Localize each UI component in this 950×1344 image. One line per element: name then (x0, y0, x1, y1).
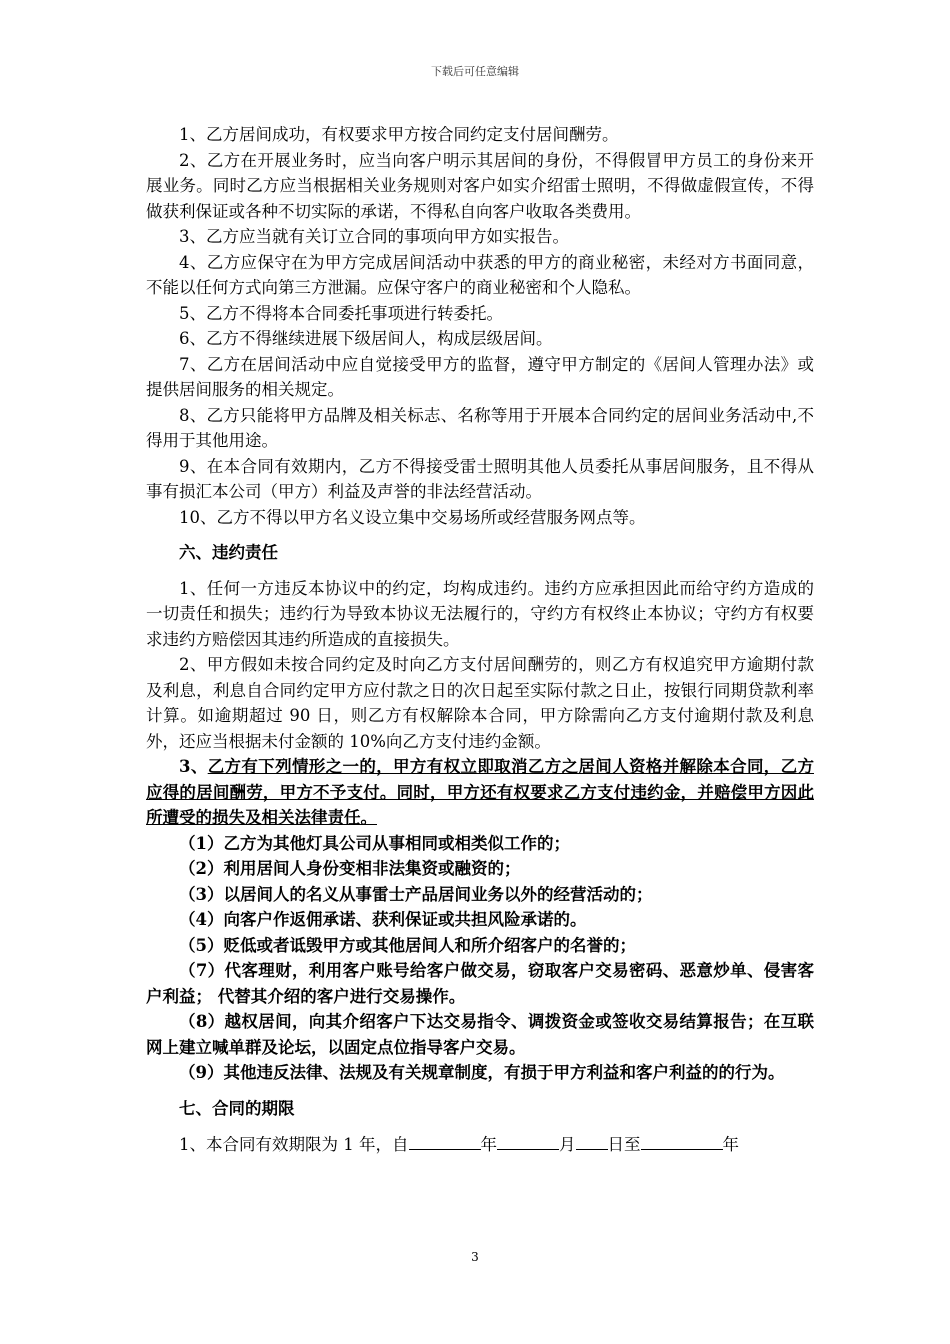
year-label: 年 (480, 1135, 497, 1154)
obligation-10: 10、乙方不得以甲方名义设立集中交易场所或经营服务网点等。 (179, 507, 646, 527)
section-7-title: 七、合同的期限 (179, 1098, 295, 1118)
start-year-blank[interactable] (409, 1131, 481, 1150)
obligation-3: 3、乙方应当就有关订立合同的事项向甲方如实报告。 (179, 227, 569, 246)
obligation-9: 9、在本合同有效期内，乙方不得接受雷士照明其他人员委托从事居间服务，且不得从事有损汇本公司（甲方）利益及声誉的非法经营活动。 (146, 456, 814, 501)
breach-clause-2: 2、甲方假如未按合同约定及时向乙方支付居间酬劳的，则乙方有权追究甲方逾期付款及利息，利息自合同约定甲方应付款之日的次日起至实际付款之日止，按银行同期贷款利率计算。如逾期超过 90 日，则乙方有权解除本合同，甲方除需向乙方支付逾期付款及利息外，还应当根据未付金额的 10%向乙方支付违约金额。 (146, 655, 814, 751)
breach-item-9: （9）其他违反法律、法规及有关规章制度，有损于甲方利益和客户利益的的行为。 (179, 1063, 785, 1082)
document-body (146, 122, 814, 1158)
start-day-blank[interactable] (576, 1131, 608, 1150)
obligation-2: 2、乙方在开展业务时，应当向客户明示其居间的身份，不得假冒甲方员工的身份来开展业务。同时乙方应当根据相关业务规则对客户如实介绍雷士照明，不得做虚假宣传，不得做获利保证或各种不切实际的承诺，不得私自向客户收取各类费用。 (146, 150, 814, 221)
breach-item-1: （1）乙方为其他灯具公司从事相同或相类似工作的； (179, 833, 570, 853)
obligation-8: 8、乙方只能将甲方品牌及相关标志、名称等用于开展本合同约定的居间业务活动中,不得用于其他用途。 (146, 405, 814, 450)
obligation-1: 1、乙方居间成功，有权要求甲方按合同约定支付居间酬劳。 (179, 125, 619, 144)
breach-item-3: （3）以居间人的名义从事雷士产品居间业务以外的经营活动的； (179, 884, 653, 904)
breach-item-7: （7）代客理财，利用客户账号给客户做交易，窃取客户交易密码、恶意炒单、侵害客户利益； 代替其介绍的客户进行交易操作。 (146, 961, 814, 1006)
breach-clause-3 (146, 754, 814, 831)
breach-item-2: （2）利用居间人身份变相非法集资或融资的； (179, 859, 521, 878)
obligation-5: 5、乙方不得将本合同委托事项进行转委托。 (179, 303, 503, 323)
page-number: 3 (471, 1250, 479, 1264)
section-6-title: 六、违约责任 (179, 543, 278, 562)
breach-item-8: （8）越权居间，向其介绍客户下达交易指令、调拨资金或签收交易结算报告；在互联网上建立喊单群及论坛，以固定点位指导客户交易。 (146, 1012, 814, 1057)
breach-clause-3-text: 乙方有下列情形之一的，甲方有权立即取消乙方之居间人资格并解除本合同，乙方应得的居间酬劳，甲方不予支付。同时，甲方还有权要求乙方支付违约金，并赔偿甲方因此所遭受的损失及相关法律责任。 (146, 757, 814, 827)
term-clause-1-text: 1、本合同有效期限为 1 年，自 (179, 1135, 409, 1154)
breach-clause-3-number: 3、 (179, 757, 208, 776)
day-to-label: 日至 (607, 1135, 641, 1154)
term-clause-1 (146, 1131, 814, 1158)
breach-item-5: （5）贬低或者诋毁甲方或其他居间人和所介绍客户的名誉的； (179, 935, 636, 955)
end-year-blank[interactable] (641, 1131, 723, 1150)
obligation-7: 7、乙方在居间活动中应自觉接受甲方的监督，遵守甲方制定的《居间人管理办法》或提供居间服务的相关规定。 (146, 354, 814, 399)
breach-item-4: （4）向客户作返佣承诺、获利保证或共担风险承诺的。 (179, 910, 587, 929)
month-label: 月 (559, 1135, 576, 1154)
breach-clause-1: 1、任何一方违反本协议中的约定，均构成违约。违约方应承担因此而给守约方造成的一切责任和损失；违约行为导致本协议无法履行的，守约方有权终止本协议；守约方有权要求违约方赔偿因其违约所造成的直接损失。 (146, 578, 814, 649)
end-year-label: 年 (722, 1135, 739, 1154)
page-header: 下载后可任意编辑 (431, 65, 519, 78)
obligation-4: 4、乙方应保守在为甲方完成居间活动中获悉的甲方的商业秘密，未经对方书面同意，不能以任何方式向第三方泄漏。应保守客户的商业秘密和个人隐私。 (146, 252, 814, 297)
start-month-blank[interactable] (497, 1131, 559, 1150)
obligation-6: 6、乙方不得继续进展下级居间人，构成层级居间。 (179, 329, 553, 348)
